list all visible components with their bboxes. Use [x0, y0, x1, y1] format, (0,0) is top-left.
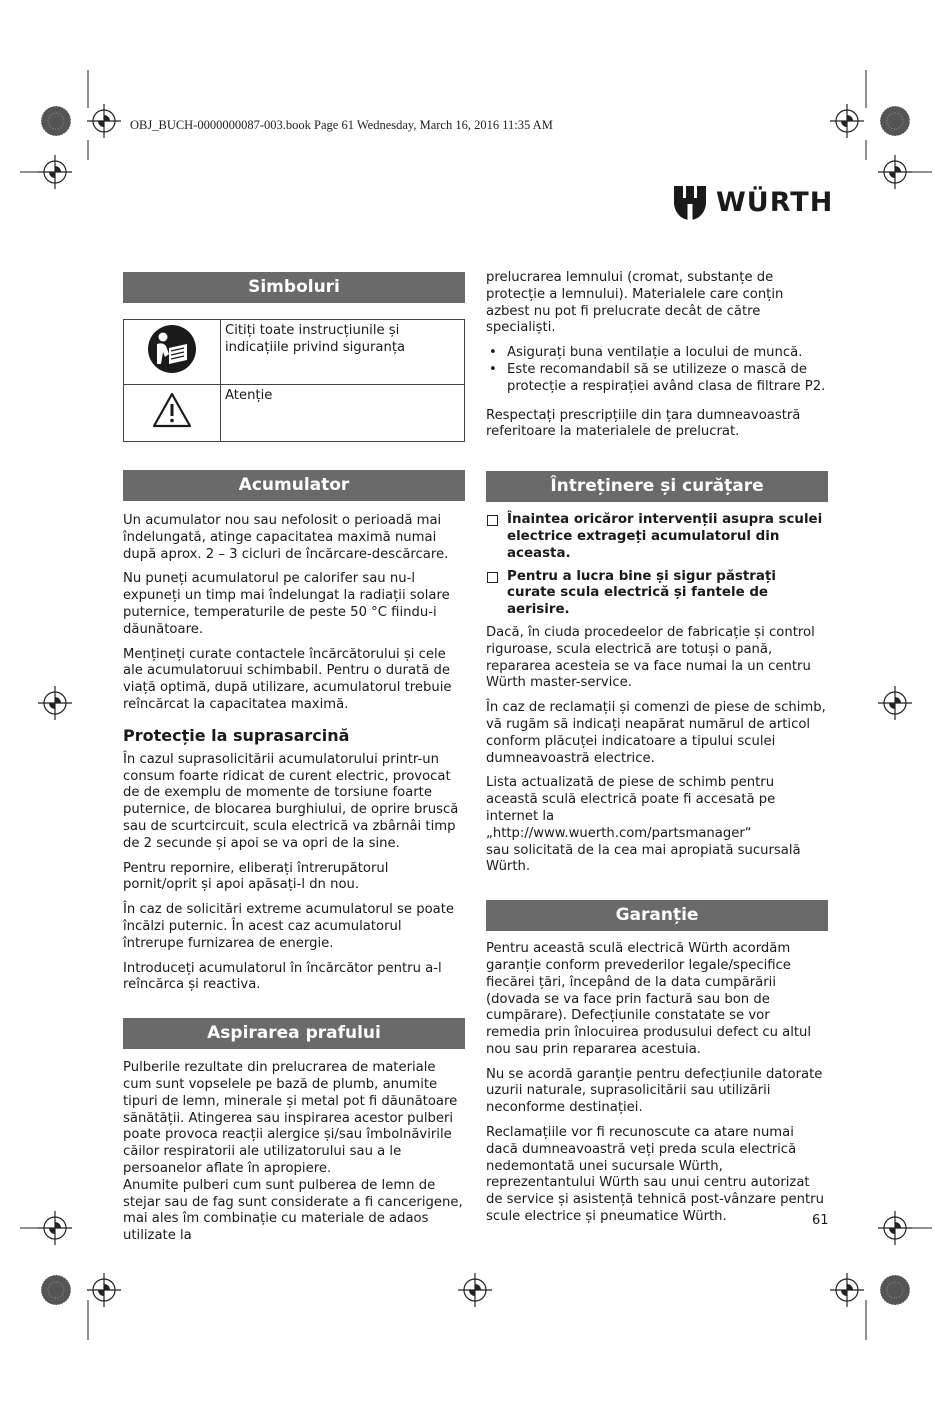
section-title-maintenance: Întreținere și curățare: [486, 471, 828, 502]
bullet-list: [486, 345, 828, 395]
paragraph: Pentru această sculă electrică Würth acordăm garanție conform prevederilor legale/specifice fiecărei țări, începând de la data cumpărării (dovada se va face prin factură sau bon de cumpărare). Defecțiunile constatate se vor remedia prin înlocuirea produsului defect cu altul nou sau prin repararea acestuia.: [486, 941, 812, 1057]
section-title-symbols: Simboluri: [123, 272, 465, 303]
paragraph: Un acumulator nou sau nefolosit o perioadă mai îndelungată, atinge capacitatea maximă numai după aprox. 2 – 3 cicluri de încărcare-descărcare.: [123, 513, 449, 562]
paragraph: Mențineți curate contactele încărcătorului și cele ale acumulatoruui schimbabil. Pentru o durată de viață optimă, după utilizare, acumulatorul trebuie reîncărcat la capacitatea maximă.: [123, 646, 452, 712]
warning-triangle-icon: [151, 391, 193, 429]
paragraph-continued: prelucrarea lemnului (cromat, substanțe de protecție a lemnului). Materialele care conțin azbest nu pot fi prelucrate decât de către specialiști.: [486, 270, 784, 336]
paragraph: Nu se acordă garanție pentru defecțiunile datorate uzurii naturale, suprasolicitării sau utilizării neconforme destinației.: [486, 1066, 823, 1116]
section-title-warranty: Garanție: [486, 900, 828, 931]
instruction-item: Pentru a lucra bine și sigur păstrați curate scula electrică și fantele de aerisire.: [486, 569, 828, 619]
symbols-table: [123, 319, 465, 442]
section-title-battery: Acumulator: [123, 470, 465, 501]
paragraph: În caz de reclamații și comenzi de piese de schimb, vă rugăm să indicați neapărat numărul de articol conform plăcuței indicatoare a tipului sculei dumneavoastră electrice.: [486, 700, 826, 766]
paragraph: În cazul suprasolicitării acumulatorului printr-un consum foarte ridicat de curent electric, provocat de de exemplu de momente de torsiune foarte puternice, de blocarea burghiului, de oprire bruscă sau de scurtcircuit, scula electrică va zbârnâi timp de 2 secunde și apoi se va opri de la sine.: [123, 751, 459, 851]
paragraph: Pentru repornire, eliberați întrerupătorul pornit/oprit și apoi apăsați-l dn nou.: [123, 860, 389, 893]
paragraph: Nu puneți acumulatorul pe calorifer sau nu-l expuneți un timp mai îndelungat la radiații solare puternice, temperaturile de peste 50 °C fiindu-i dăunătoare.: [123, 571, 450, 637]
paragraph: Lista actualizată de piese de schimb pentru această sculă electrică poate fi accesată pe internet la „http://www.wuerth.com/partsmanager“ sau solicitată de la cea mai apropiată sucursală Würth.: [486, 775, 801, 875]
table-row: [124, 385, 465, 442]
list-item: • Este recomandabil să se utilizeze o mască de protecție a respirației având clasa de filtrare P2.: [486, 362, 828, 396]
symbol-description: Citiți toate instrucțiunile și indicațiile privind siguranța: [221, 320, 465, 385]
wurth-logo-icon: [674, 186, 706, 220]
parts-manager-link[interactable]: „http://www.wuerth.com/partsmanager“: [486, 825, 752, 841]
print-header: OBJ_BUCH-0000000087-003.book Page 61 Wednesday, March 16, 2016 11:35 AM: [130, 118, 553, 132]
list-item: • Asigurați buna ventilație a locului de muncă.: [486, 345, 828, 362]
checkbox-square-icon: [487, 572, 498, 583]
paragraph: Respectați prescripțiile din țara dumneavoastră referitoare la materialele de prelucrat.: [486, 407, 801, 440]
left-column: [123, 272, 465, 1253]
paragraph: În caz de solicitări extreme acumulatorul se poate încălzi puternic. În acest caz acumulatorul întrerupe furnizarea de energie.: [123, 902, 455, 951]
wurth-logo-text: WÜRTH: [716, 187, 834, 218]
paragraph: Dacă, în ciuda procedeelor de fabricație și control riguroase, scula electrică are totuși o pană, repararea acesteia se va face numai la un centru Würth master-service.: [486, 624, 815, 691]
page-number: 61: [812, 1213, 829, 1228]
paragraph: Anumite pulberi cum sunt pulberea de lemn de stejar sau de fag sunt considerate a fi cancerigene, mai ales îm combinație cu materiale de adaos utilizate la: [123, 1177, 463, 1244]
paragraph: Introduceți acumulatorul în încărcător pentru a-l reîncărca și reactiva.: [123, 960, 442, 993]
wurth-logo: [674, 186, 833, 220]
read-manual-icon: [147, 324, 197, 374]
paragraph: Reclamațiile vor fi recunoscute ca atare numai dacă dumneavoastră veți preda scula electrică nedemontată unei sucursale Würth, reprezentantului Würth sau unui centru autorizat de service și asistență tehnică post-vânzare pentru scule electrice și pneumatice Würth.: [486, 1125, 824, 1225]
subheading-overload: Protecție la suprasarcină: [123, 725, 350, 745]
table-row: [124, 320, 465, 385]
symbol-description: Atenție: [221, 385, 465, 442]
checkbox-square-icon: [487, 515, 498, 526]
paragraph: Pulberile rezultate din prelucrarea de materiale cum sunt vopselele pe bază de plumb, anumite tipuri de lemn, minerale și metal pot fi dăunătoare sănătății. Atingerea sau inspirarea acestor pulberi poate provoca reacții alergice și/sau îmbolnăvirile căilor respiratorii ale utilizatorului sau a le persoanelor aflate în apropiere.: [123, 1060, 458, 1176]
right-column: [486, 270, 828, 1234]
section-title-dust: Aspirarea prafului: [123, 1018, 465, 1049]
instruction-item: Înaintea oricăror intervenții asupra sculei electrice extrageți acumulatorul din aceasta.: [486, 512, 828, 562]
